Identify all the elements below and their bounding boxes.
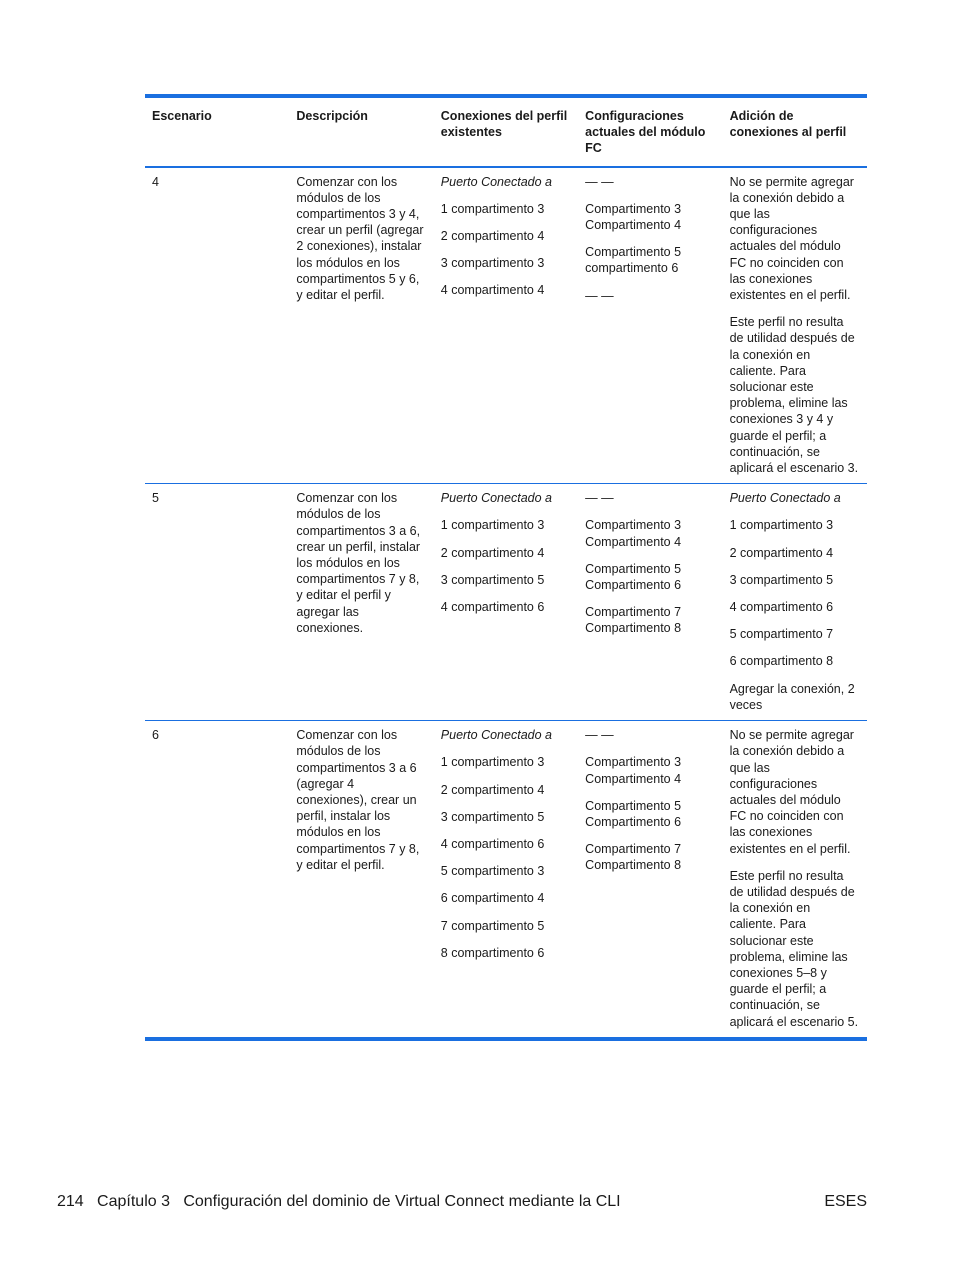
port-header: Puerto Conectado a: [440, 728, 552, 743]
table-row: [145, 168, 867, 485]
connection-line: 4 compartimento 6: [729, 600, 834, 615]
port-header: Puerto Conectado a: [440, 491, 552, 506]
connection-line: 7 compartimento 5: [440, 918, 545, 933]
connection-line: 1 compartimento 3: [729, 518, 834, 533]
connection-line: 3 compartimento 5: [440, 572, 545, 587]
header-descripcion: Descripción: [296, 109, 368, 123]
header-conexiones: Conexiones del perfil existentes: [440, 109, 568, 140]
adicion-paragraph: Este perfil no resulta de utilidad después de la conexión en caliente. Para solucionar este problema, elimine las conexiones 5–8 y guarde el perfil; a continuación, se aplicará el escenario 5.: [729, 868, 859, 1029]
cell-configuraciones: [578, 484, 722, 720]
config-line: Compartimento 5 compartimento 6: [585, 245, 682, 276]
connection-line: 2 compartimento 4: [440, 229, 545, 244]
page-number: 214: [57, 1193, 84, 1210]
adicion-paragraph: No se permite agregar la conexión debido a que las configuraciones actuales del módulo FC no coinciden con las conexiones existentes en el perfil.: [729, 728, 854, 856]
table-header-row: [145, 98, 867, 168]
port-header: Puerto Conectado a: [729, 491, 841, 506]
cell-conexiones: [434, 721, 578, 1037]
connection-line: 1 compartimento 3: [440, 201, 545, 216]
config-line: — —: [585, 288, 614, 303]
connection-line: 2 compartimento 4: [440, 782, 545, 797]
connection-line: 6 compartimento 8: [729, 654, 834, 669]
cell-adicion: [723, 721, 867, 1037]
adicion-paragraph: Agregar la conexión, 2 veces: [729, 681, 855, 712]
cell-configuraciones: [578, 721, 722, 1037]
cell-conexiones: [434, 484, 578, 720]
cell-adicion: [723, 168, 867, 484]
cell-adicion: [723, 484, 867, 720]
header-escenario: Escenario: [152, 109, 212, 123]
connection-line: 3 compartimento 3: [440, 256, 545, 271]
cell-escenario: 6: [152, 728, 159, 743]
cell-escenario: 5: [152, 491, 159, 506]
connection-line: 4 compartimento 6: [440, 600, 545, 615]
config-line: Compartimento 3 Compartimento 4: [585, 201, 682, 233]
connection-line: 4 compartimento 6: [440, 836, 545, 851]
config-line: Compartimento 3 Compartimento 4: [585, 755, 682, 786]
config-line: — —: [585, 491, 614, 506]
table-row: [145, 484, 867, 721]
connection-line: 4 compartimento 4: [440, 283, 545, 298]
header-configuraciones: Configuraciones actuales del módulo FC: [585, 109, 706, 156]
table-row: [145, 721, 867, 1037]
config-line: Compartimento 3 Compartimento 4: [585, 518, 682, 549]
connection-line: 5 compartimento 3: [440, 864, 545, 879]
adicion-paragraph: Este perfil no resulta de utilidad después de la conexión en caliente. Para solucionar este problema, elimine las conexiones 3 y 4 y guarde el perfil; a continuación, se aplicará el escenario 3.: [729, 315, 859, 476]
chapter-title: Configuración del dominio de Virtual Connect mediante la CLI: [183, 1193, 621, 1210]
connection-line: 2 compartimento 4: [440, 545, 545, 560]
cell-escenario: 4: [152, 174, 159, 189]
config-line: — —: [585, 728, 614, 743]
config-line: Compartimento 7 Compartimento 8: [585, 605, 682, 636]
cell-descripcion: Comenzar con los módulos de los compartimentos 3 a 6, crear un perfil, instalar los módulos en los compartimentos 7 y 8, y editar el perfil y agregar las conexiones.: [296, 491, 421, 635]
cell-descripcion: Comenzar con los módulos de los compartimentos 3 y 4, crear un perfil (agregar 2 conexiones), instalar los módulos en los compartimentos 5 y 6, y editar el perfil.: [296, 174, 424, 303]
connection-line: 1 compartimento 3: [440, 755, 545, 770]
chapter-label: Capítulo 3: [97, 1193, 170, 1210]
config-line: Compartimento 5 Compartimento 6: [585, 798, 682, 829]
connection-line: 5 compartimento 7: [729, 627, 834, 642]
connection-line: 6 compartimento 4: [440, 891, 545, 906]
config-line: Compartimento 7 Compartimento 8: [585, 842, 682, 873]
connection-line: 3 compartimento 5: [440, 809, 545, 824]
connection-line: 1 compartimento 3: [440, 518, 545, 533]
cell-configuraciones: [578, 168, 722, 484]
connection-line: 3 compartimento 5: [729, 572, 834, 587]
port-header: Puerto Conectado a: [440, 174, 552, 189]
connection-line: 2 compartimento 4: [729, 545, 834, 560]
config-line: Compartimento 5 Compartimento 6: [585, 561, 682, 593]
adicion-paragraph: No se permite agregar la conexión debido a que las configuraciones actuales del módulo FC no coinciden con las conexiones existentes en el perfil.: [729, 174, 854, 303]
connection-line: 8 compartimento 6: [440, 945, 545, 960]
locale-code: ESES: [824, 1193, 867, 1210]
footer-left: [57, 1192, 621, 1212]
config-line: — —: [585, 174, 614, 189]
cell-conexiones: [434, 168, 578, 484]
header-adicion: Adición de conexiones al perfil: [729, 109, 847, 140]
scenario-table: [145, 94, 867, 1041]
cell-descripcion: Comenzar con los módulos de los compartimentos 3 a 6 (agregar 4 conexiones), crear un perfil, instalar los módulos en los compartimentos 7 y 8, y editar el perfil.: [296, 728, 420, 872]
